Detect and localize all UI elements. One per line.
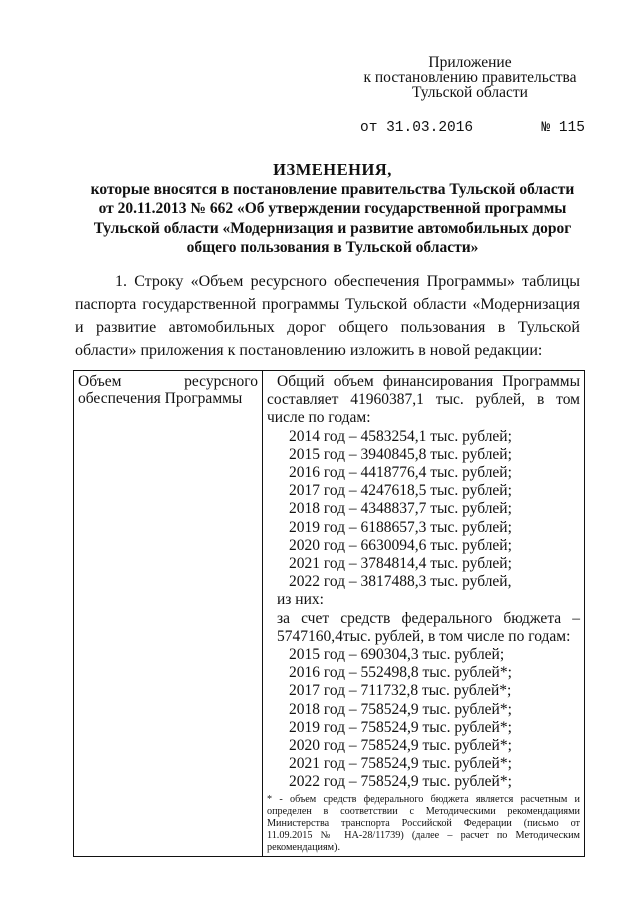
list-item: 2016 год – 4418776,4 тыс. рублей;	[289, 464, 512, 482]
total-years-list	[267, 428, 580, 592]
appendix-line-2: к постановлению правительства	[363, 69, 577, 86]
list-item: 2019 год – 758524,9 тыс. рублей*;	[289, 718, 512, 736]
footnote: * - объем средств федерального бюджета является расчетным и определен в соответствии с Методическими рекомендациями Министерства транспорта Российской Федерации (письмо от 11.09.2015 № НА-28/11739) (далее – расчет по Методическим рекомендациям).	[267, 793, 580, 853]
list-item: 2015 год – 690304,3 тыс. рублей;	[289, 646, 505, 664]
heading-line-1: которые вносятся в постановление правительства Тульской области	[90, 180, 575, 198]
list-item: 2022 год – 3817488,3 тыс. рублей,	[289, 573, 512, 591]
date-number-line	[360, 120, 585, 136]
passport-table	[73, 370, 585, 857]
heading-line-4: общего пользования в Тульской области»	[186, 239, 479, 256]
list-item: 2016 год – 552498,8 тыс. рублей*;	[289, 664, 512, 682]
left-cell	[74, 371, 263, 857]
appendix-line-1: Приложение	[428, 54, 512, 71]
federal-budget-text: за счет средств федерального бюджета – 5747160,4тыс. рублей, в том числе по годам:	[277, 609, 580, 645]
document-date: от 31.03.2016	[360, 120, 474, 136]
document-number: № 115	[541, 120, 585, 136]
list-item: 2017 год – 711732,8 тыс. рублей*;	[289, 682, 512, 700]
list-item: 2018 год – 758524,9 тыс. рублей*;	[289, 700, 512, 718]
heading-title: ИЗМЕНЕНИЯ,	[273, 160, 392, 179]
left-cell-line-1	[78, 373, 258, 390]
list-item: 2021 год – 758524,9 тыс. рублей*;	[289, 755, 512, 773]
paragraph-1	[75, 270, 580, 362]
list-item: 2021 год – 3784814,4 тыс. рублей;	[289, 555, 512, 573]
left-cell-word-1: Объем	[78, 373, 122, 390]
federal-years-list	[267, 646, 580, 792]
list-item: 2017 год – 4247618,5 тыс. рублей;	[289, 482, 512, 500]
list-item: 2018 год – 4348837,7 тыс. рублей;	[289, 500, 512, 518]
appendix-block	[290, 55, 640, 100]
heading-line-3: Тульской области «Модернизация и развитие автомобильных дорог	[93, 219, 572, 237]
total-financing-text: Общий объем финансирования Программы составляет 41960387,1 тыс. рублей, в том числе по годам:	[267, 373, 580, 427]
list-item: 2020 год – 6630094,6 тыс. рублей;	[289, 536, 512, 554]
paragraph-1-text: 1. Строку «Объем ресурсного обеспечения Программы» таблицы паспорта государственной программы Тульской области «Модернизация и развитие автомобильных дорог общего пользования в Тульской области» приложения к постановлению изложить в новой редакции:	[75, 273, 580, 359]
table-row	[74, 371, 585, 857]
right-cell	[263, 371, 585, 857]
list-item: 2015 год – 3940845,8 тыс. рублей;	[289, 445, 512, 463]
list-item: 2022 год – 758524,9 тыс. рублей*;	[289, 773, 512, 791]
left-cell-line-2: обеспечения Программы	[78, 390, 243, 407]
document-heading	[60, 160, 605, 258]
list-item: 2019 год – 6188657,3 тыс. рублей;	[289, 518, 512, 536]
of-which-label: из них:	[277, 591, 324, 609]
appendix-line-3: Тульской области	[412, 84, 528, 101]
list-item: 2014 год – 4583254,1 тыс. рублей;	[289, 427, 512, 445]
heading-line-2: от 20.11.2013 № 662 «Об утверждении государственной программы	[98, 200, 567, 217]
left-cell-word-2: ресурсного	[184, 373, 258, 390]
list-item: 2020 год – 758524,9 тыс. рублей*;	[289, 737, 512, 755]
